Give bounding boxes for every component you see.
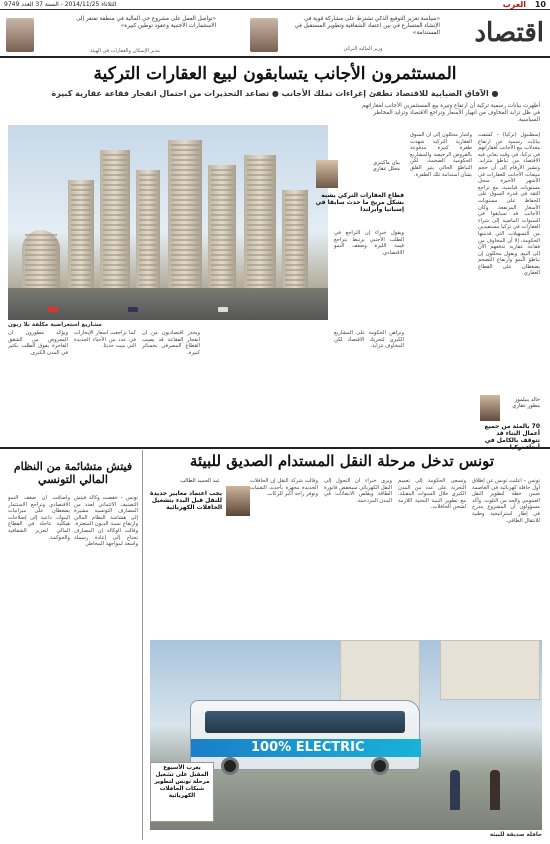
- article-column: تونس – أعلنت تونس عن إطلاق أول حافلة كهربائية في العاصمة ضمن خطة لتطوير النقل العمومي والحد من التلوث. وأكد مسؤولون أن المشروع يندرج في إطار استراتيجية وطنية للانتقال الطاقي.: [472, 478, 540, 524]
- pull-quote-name-text: خالد ينيلموز: [514, 397, 540, 403]
- road: [8, 288, 328, 320]
- masthead-caption-left: مدير الإسكان والعقارات في الهيئة: [90, 48, 160, 54]
- person: [450, 770, 460, 810]
- pull-quote-photo: [480, 395, 500, 421]
- sidebar-column: تونس – خفضت وكالة فيتش التصنيف الائتماني لعدد من المصارف التونسية مشيرة إلى هشاشة النظام المالي وارتفاع نسبة الديون المتعثرة. وقالت الوكالة إن المصارف تحتاج إلى إعادة رسملة واسعة لمواجهة المخاطر.: [74, 495, 138, 548]
- bus: [190, 700, 420, 770]
- tower: [208, 165, 236, 290]
- article-column: وتسعى الحكومة إلى تعميم التجربة على عدد من المدن الكبرى خلال السنوات المقبلة، مع تطوير البنية التحتية اللازمة لشحن الحافلات.: [398, 478, 466, 511]
- official-portrait: [6, 18, 34, 52]
- author-quote: قطاع العقارات التركي يشبه بشكل مريح ما حدث سابقا في إسبانيا وأيرلندا: [315, 192, 404, 213]
- article-column: وقالت شركة النقل إن الحافلات الجديدة مجهزة بأحدث التقنيات وتوفر راحة أكبر للركاب.: [250, 478, 318, 498]
- article-column: وأشار محللون إلى أن السوق العقارية التركية شهدت طفرة كبيرة مدفوعة بالقروض الرخيصة والمشاريع الحكومية الضخمة، لكن التباطؤ الحالي يثير القلق بشأن استدامة تلك الطفرة.: [410, 132, 472, 178]
- pull-quote-text: 70 بالمئة من جميع أعمال البناء قد تتوقف بالكامل في: [484, 423, 540, 444]
- column-separator: [142, 450, 143, 840]
- tower: [68, 180, 94, 290]
- bus-wheel: [221, 757, 239, 775]
- main-subheadline: ● الآفاق الضبابية للاقتصاد تطفئ إغراءات تملك الأجانب ● تصاعد التحذيرات من احتمال انفجار فقاعة عقارية كبيرة: [51, 89, 499, 98]
- car: [128, 307, 138, 312]
- mid-author-quote: يجب اعتماد معايير جديدة للنقل قبل البدء بتشغيل الحافلات الكهربائية: [150, 490, 222, 511]
- author-role: محلل عقاري: [372, 166, 400, 172]
- bus-photo-caption: حافلة صديقة للبيئة: [489, 832, 542, 838]
- pull-quote-box: [478, 395, 540, 443]
- masthead-caption-right: وزير المالية التركي: [343, 46, 383, 52]
- mid-author-box: [150, 478, 250, 548]
- sidebar-headline: فيتش متشائمة من النظام المالي التونسي: [13, 460, 133, 486]
- mid-author-name: عبد الحميد الطالب: [180, 478, 220, 484]
- sidebar-column: وأضافت أن ضعف النمو الاقتصادي وتراجع الاستثمار يضغطان على ميزانيات البنوك، داعية إلى إصلاحات هيكلية عاجلة في القطاع المالي لتعزيز الشفافية والحوكمة.: [8, 495, 70, 541]
- article-column: كما تراجعت أسعار الإيجارات في عدد من الأحياء الجديدة التي بنيت حديثا.: [74, 330, 136, 350]
- bus-label: 100% ELECTRIC: [251, 740, 365, 755]
- article-column: ويحذر اقتصاديون من أن انفجار الفقاعة قد يصيب القطاع المصرفي بخسائر كبيرة.: [142, 330, 200, 356]
- tower: [100, 150, 130, 290]
- page-number: 10: [534, 0, 546, 9]
- car: [48, 307, 58, 312]
- pull-quote-name: [502, 397, 540, 409]
- section-divider: [0, 447, 550, 449]
- masthead-quote-left: «تواصل العمل على مشروع حي المالية في منطقة تفتقر إلى الاستثمارات الأجنبية وعقود توطين كبيرة»: [76, 16, 216, 29]
- pull-quote-role: مطور عقاري: [512, 403, 540, 409]
- city-photo-caption: مشاريع استعراضية مكلفة بلا زبون: [8, 322, 102, 328]
- article-column: ويقول خبراء إن التراجع في الطلب الأجنبي يرتبط بتراجع قيمة الليرة وضعف النمو الاقتصادي.: [334, 230, 404, 256]
- second-headline: تونس تدخل مرحلة النقل المستدام الصديق للبيئة: [189, 452, 495, 470]
- person: [490, 770, 500, 810]
- city-skyline-photo: [8, 125, 328, 320]
- author-name-text: بيان ماكيتزي: [373, 160, 400, 166]
- article-column: ويرى خبراء أن التحول إلى النقل الكهربائي سيخفض فاتورة الطاقة ويقلص الانبعاثات في المدن المزدحمة.: [324, 478, 392, 504]
- author-name: [326, 160, 400, 172]
- tower: [168, 140, 202, 290]
- car: [218, 307, 228, 312]
- bus-wheel: [371, 757, 389, 775]
- article-column: إسطنبول (تركيا) – كشفت بيانات رسمية عن ارتفاع معدلات بيع الأجانب لعقاراتهم في تركيا، في وقت يعاني فيه الاقتصاد من تباطؤ متزايد. وتشير الأرقام إلى أن حجم مبيعات الأجانب للعقارات في الأشهر الأخيرة سجل مستويات قياسية، مع تراجع الثقة في قدرة السوق على الحفاظ على مستويات الأسعار المرتفعة. وكان الأجانب قد تسابقوا في السنوات الماضية إلى شراء العقارات في تركيا مستفيدين من التسهيلات التي قدمتها الحكومة، إلا أن المخاوف من فقاعة عقارية تدفعهم الآن إلى البيع. ويقول محللون إن تباطؤ النمو وارتفاع التضخم يضغطان على القطاع العقاري.: [478, 132, 540, 277]
- lede-paragraph: أظهرت بيانات رسمية تركية أن ارتفاع وتيرة بيع المستثمرين الأجانب لعقاراتهم في ظل تزايد المخاوف من انهيار الأسعار وتراجع الاقتصاد وتزايد المخاطر السياسية.: [361, 103, 540, 123]
- top-bar: [0, 0, 550, 10]
- masthead-quote-right: «سياسة تعزيز التوقيع الذكي تشترط على مشاركة قوية في الإنشاء المتسارع في بين اعتماد الشفافية وتطوير المستقبل في المستدامة»: [294, 16, 440, 36]
- tower: [244, 155, 276, 290]
- promo-box: يعرب الأسبوع المقبل على تشغيل مرحلة تونس لتطوير شبكات الحافلات الكهربائية: [150, 762, 214, 822]
- article-column: ويؤكد مطورون أن المعروض من الشقق الفاخرة يفوق الطلب بكثير في المدن الكبرى.: [8, 330, 68, 356]
- tower: [136, 170, 160, 290]
- masthead: [0, 12, 550, 58]
- bus-windows: [205, 711, 405, 733]
- building: [440, 640, 540, 700]
- minister-portrait: [250, 18, 278, 52]
- article-column: وتراهن الحكومة على المشاريع الكبرى لتحريك الاقتصاد لكن المخاوف تتزايد.: [334, 330, 404, 350]
- date-line: الثلاثاء 2014/11/25 - السنة 37 العدد 9749: [4, 1, 117, 8]
- mosque-dome: [22, 230, 60, 290]
- mid-author-photo: [226, 486, 250, 516]
- section-title: اقتصاد: [474, 18, 544, 48]
- main-headline: المستثمرون الأجانب يتسابقون لبيع العقارات التركية: [93, 64, 457, 84]
- newspaper-logo: العرب: [502, 0, 526, 9]
- tower: [282, 190, 308, 290]
